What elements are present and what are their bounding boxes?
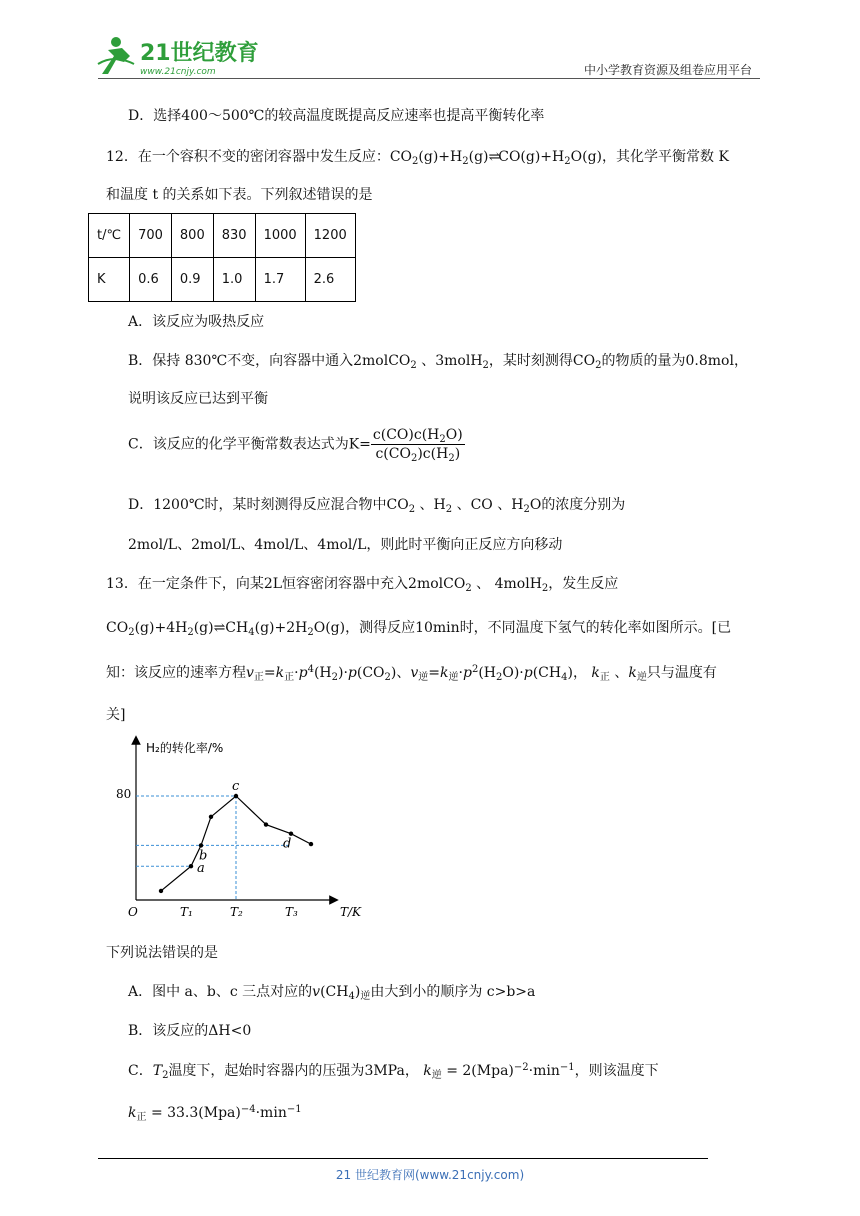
footer-text: 21 世纪教育网(www.21cnjy.com) — [335, 1168, 525, 1182]
q12-option-c: C．该反应的化学平衡常数表达式为K= $\frac{c(CO)c(H_2O)}{c(CO_2)c(H_2)}$ — [128, 427, 463, 464]
guide-lines — [136, 796, 291, 900]
header-divider — [98, 78, 760, 79]
table-cell: 1.0 — [213, 258, 255, 302]
footer-divider — [98, 1158, 708, 1159]
table-cell: 700 — [130, 214, 172, 258]
table-cell: 1.7 — [255, 258, 305, 302]
x-tick-label: T₁ — [180, 905, 193, 919]
table-cell: 830 — [213, 214, 255, 258]
q13-option-c-line2: $k_正 = 33.3(Mpa)^{-4}\cdot\min^{-1}$ — [128, 1104, 302, 1123]
q12-option-a: A．该反应为吸热反应 — [128, 314, 265, 330]
point-label-b: b — [199, 848, 208, 864]
table-cell: 1000 — [255, 214, 305, 258]
data-point — [309, 842, 313, 846]
data-point — [264, 822, 268, 826]
table-cell: K — [89, 258, 130, 302]
x-tick-labels — [180, 905, 298, 919]
q13-stem-line1: 13．在一定条件下，向某2L恒容密闭容器中充入2molCO$_2$ 、 4molH$_2$，发生反应 — [106, 576, 619, 594]
q13-stem-line2: $CO_2(g)+4H_2(g)\rightleftharpoons CH_4(g)+2H_2O(g)$，测得反应10min时，不同温度下氢气的转化率如图所示。[已 — [106, 620, 732, 638]
table-row — [89, 258, 356, 302]
point-label-a: a — [197, 861, 205, 877]
y-tick-label: 80 — [116, 787, 132, 801]
data-point — [234, 794, 238, 798]
q12-stem-line1: 12．在一个容积不变的密闭容器中发生反应：$CO_2(g)+H_2(g)\rightleftharpoons CO(g)+H_2O(g)$，其化学平衡常数 K — [106, 149, 729, 167]
h2-conversion-chart — [94, 732, 374, 932]
point-label-d: d — [283, 836, 292, 852]
table-cell: 0.6 — [130, 258, 172, 302]
k-expression-fraction: $\frac{c(CO)c(H_2O)}{c(CO_2)c(H_2)}$ — [372, 427, 463, 464]
q12-stem-line2: 和温度 t 的关系如下表。下列叙述错误的是 — [106, 187, 373, 203]
q11-option-d: D．选择400～500℃的较高温度既提高反应速率也提高平衡转化率 — [128, 108, 545, 124]
q13-option-a: A．图中 a、b、c 三点对应的$v(CH_4)_逆$由大到小的顺序为 c>b>a — [128, 984, 536, 1002]
q12-option-b-line2: 说明该反应已达到平衡 — [128, 391, 268, 407]
table-cell: 1200 — [305, 214, 355, 258]
runner-icon — [98, 37, 134, 74]
q13-question-prompt: 下列说法错误的是 — [106, 945, 218, 961]
table-cell: 0.9 — [171, 258, 213, 302]
q12-option-d-line2: 2mol/L、2mol/L、4mol/L、4mol/L，则此时平衡向正反应方向移动 — [128, 537, 563, 553]
data-point — [189, 864, 193, 868]
svg-text:21世纪教育: 21世纪教育 — [140, 41, 259, 66]
q13-option-b: B．该反应的ΔH<0 — [128, 1023, 252, 1039]
data-point — [199, 843, 203, 847]
x-tick-label: T₂ — [230, 905, 243, 919]
table-cell: 800 — [171, 214, 213, 258]
svg-text:www.21cnjy.com: www.21cnjy.com — [140, 67, 216, 77]
x-tick-label: T₃ — [285, 905, 298, 919]
site-logo — [94, 34, 264, 78]
table-row — [89, 214, 356, 258]
point-label-c: c — [232, 779, 240, 794]
table-cell: t/℃ — [89, 214, 130, 258]
x-axis-label: T/K — [340, 905, 362, 919]
header-platform-text: 中小学教育资源及组卷应用平台 — [583, 63, 752, 77]
q13-stem-line3: 知：该反应的速率方程$v_正=k_正\cdot p^4(H_2)\cdot p(CO_2)$、$v_逆=k_逆\cdot p^2(H_2O)\cdot p(CH_4)$， $k_正$ 、$k_逆$只与温度有 — [106, 664, 717, 683]
data-point — [209, 815, 213, 819]
y-axis-label: H₂的转化率/% — [146, 741, 224, 755]
q12-k-table — [88, 213, 356, 302]
data-point — [159, 889, 163, 893]
q13-option-c: C．$T_2$温度下，起始时容器内的压强为3MPa， $k_逆 = 2(Mpa)^{-2}\cdot\min^{-1}$，则该温度下 — [128, 1062, 659, 1081]
point-labels — [197, 779, 291, 876]
q12-option-b: B．保持 830℃不变，向容器中通入2molCO$_2$ 、3molH$_2$，某时刻测得$CO_2$的物质的量为0.8mol， — [128, 353, 748, 371]
table-cell: 2.6 — [305, 258, 355, 302]
origin-label: O — [128, 905, 138, 919]
q12-option-d: D．1200℃时，某时刻测得反应混合物中$CO_2$ 、$H_2$ 、CO 、$H_2O$的浓度分别为 — [128, 497, 626, 515]
data-point — [289, 832, 293, 836]
q13-stem-line4: 关] — [106, 707, 126, 723]
